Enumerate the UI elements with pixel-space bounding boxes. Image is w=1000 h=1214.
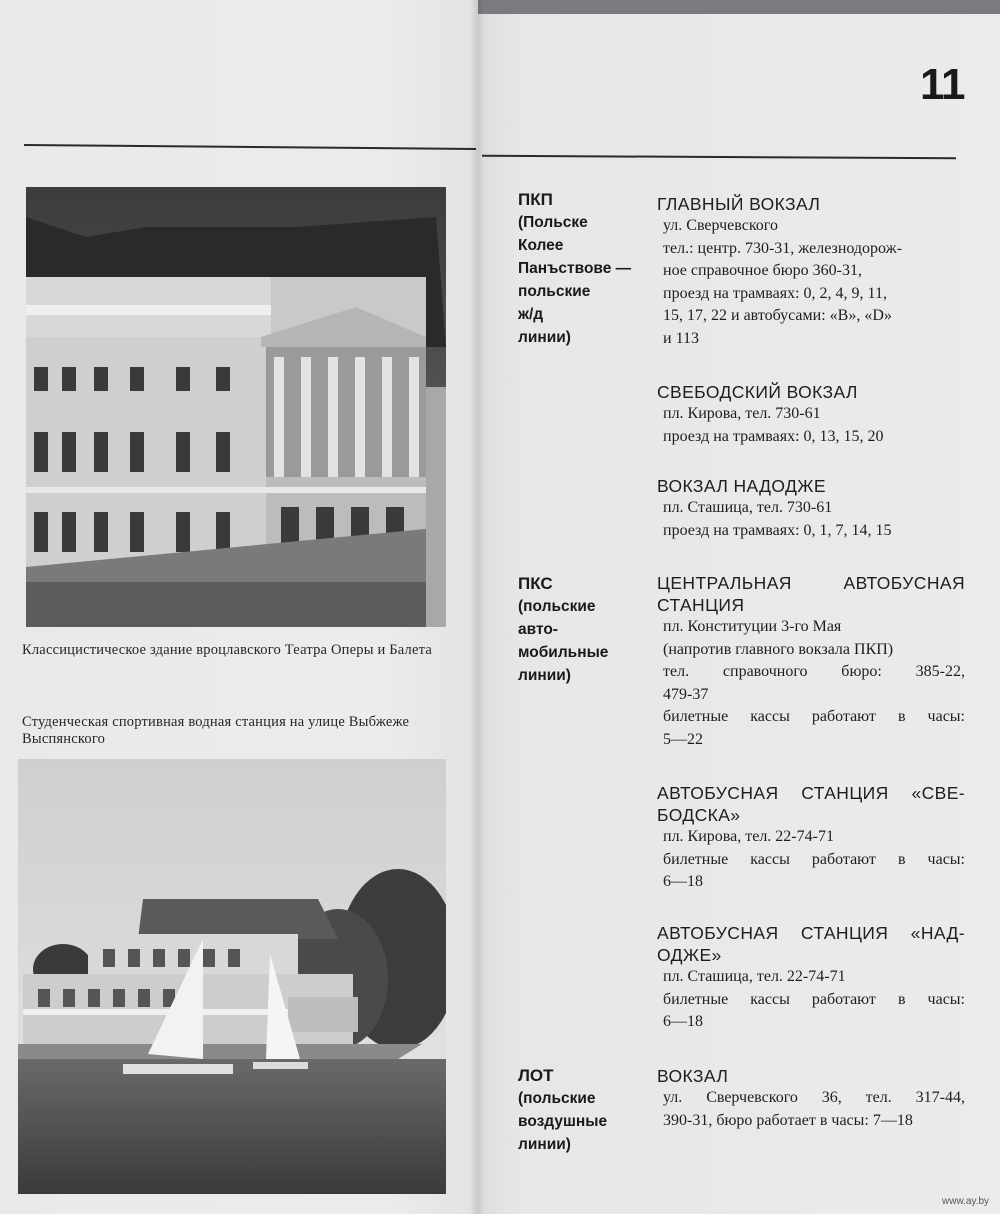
entry-line: (напротив главного вокзала ПКП) (663, 640, 894, 658)
entry-line: ул. Сверчевского 36, тел. 317-44, (663, 1089, 965, 1106)
entry-lot-terminal (657, 1065, 965, 1132)
entry-line: билетные кассы работают в часы: (663, 708, 965, 725)
org-line: мобильные (518, 644, 609, 661)
entry-line: 6—18 (663, 873, 703, 890)
entry-line: пл. Кирова, тел. 22-74-71 (663, 828, 834, 845)
opera-photo-caption: Классицистическое здание вроцлавского Театра Оперы и Балета (22, 642, 432, 658)
org-line: ПКП (518, 190, 553, 209)
org-line: (Польске (518, 214, 588, 231)
page-gutter (470, 0, 484, 1214)
entry-heading: СТАНЦИЯ (657, 595, 745, 615)
org-line: ЛОТ (518, 1066, 554, 1085)
entry-line: пл. Кирова, тел. 730-61 (663, 405, 821, 422)
entry-heading: ОДЖЕ» (657, 945, 722, 965)
entry-line: 390-31, бюро работает в часы: 7—18 (663, 1111, 913, 1129)
org-label-pkp (518, 188, 648, 349)
org-label-lot (518, 1064, 648, 1156)
watermark: www.ay.by (942, 1196, 990, 1207)
org-line: ПКС (518, 574, 553, 593)
org-line: линии) (518, 1136, 571, 1153)
water-station-photo-caption: Студенческая спортивная водная станция на улице Выбжеже Выспянского (22, 714, 410, 747)
entry-line: пл. Сташица, тел. 730-61 (663, 499, 833, 516)
entry-heading: ГЛАВНЫЙ ВОКЗАЛ (657, 194, 821, 214)
entry-line: ное справочное бюро 360-31, (663, 262, 862, 279)
org-line: Панъствове — (518, 260, 632, 277)
org-line: (польские (518, 598, 596, 615)
org-label-pks (518, 572, 648, 687)
entry-line: проезд на трамваях: 0, 1, 7, 14, 15 (663, 521, 892, 539)
org-line: Колее (518, 237, 564, 254)
entry-line: проезд на трамваях: 0, 13, 15, 20 (663, 427, 884, 445)
entry-line: 479-37 (663, 685, 709, 703)
entry-line: тел.: центр. 730-31, железнодорож- (663, 239, 903, 257)
entry-line: билетные кассы работают в часы: (663, 850, 965, 868)
entry-nadodrze-bus-station (657, 922, 965, 1034)
org-line: воздушные (518, 1113, 608, 1130)
entry-line: проезд на трамваях: 0, 2, 4, 9, 11, (663, 284, 887, 302)
entry-nadodrze-station (657, 475, 965, 542)
entry-line: 5—22 (663, 730, 703, 748)
entry-swiebodzka-bus-station (657, 782, 965, 894)
entry-line: ул. Сверчевского (663, 217, 778, 234)
entry-heading: ВОКЗАЛ НАДОДЖЕ (657, 476, 826, 496)
page-number: 11 (920, 60, 965, 109)
entry-line: билетные кассы работают в часы: (663, 990, 965, 1008)
org-line: польские (518, 283, 591, 300)
entry-heading: СВЕБОДСКИЙ ВОКЗАЛ (657, 382, 858, 402)
entry-central-bus-station (657, 572, 965, 751)
entry-swiebodzki-station (657, 381, 965, 448)
entry-line: 6—18 (663, 1013, 703, 1030)
entry-line: пл. Сташица, тел. 22-74-71 (663, 968, 846, 985)
org-line: линии) (518, 329, 571, 346)
entry-heading: АВТОБУСНАЯ СТАНЦИЯ «НАД- (657, 923, 965, 943)
org-line: линии) (518, 667, 571, 684)
opera-theatre-photo (26, 187, 446, 627)
entry-line: тел. справочного бюро: 385-22, (663, 663, 965, 680)
water-station-photo (18, 759, 446, 1194)
entry-heading: ЦЕНТРАЛЬНАЯ АВТОБУСНАЯ (657, 573, 965, 593)
org-line: ж/д (518, 306, 544, 323)
org-line: (польские (518, 1090, 596, 1107)
entry-heading: АВТОБУСНАЯ СТАНЦИЯ «СВЕ- (657, 783, 965, 803)
entry-heading: ВОКЗАЛ (657, 1066, 729, 1086)
entry-heading: БОДСКА» (657, 805, 741, 825)
entry-line: и 113 (663, 329, 699, 347)
entry-line: пл. Конституции 3-го Мая (663, 618, 842, 635)
entry-main-station (657, 193, 965, 350)
entry-line: 15, 17, 22 и автобусами: «В», «D» (663, 307, 892, 324)
org-line: авто- (518, 621, 558, 638)
